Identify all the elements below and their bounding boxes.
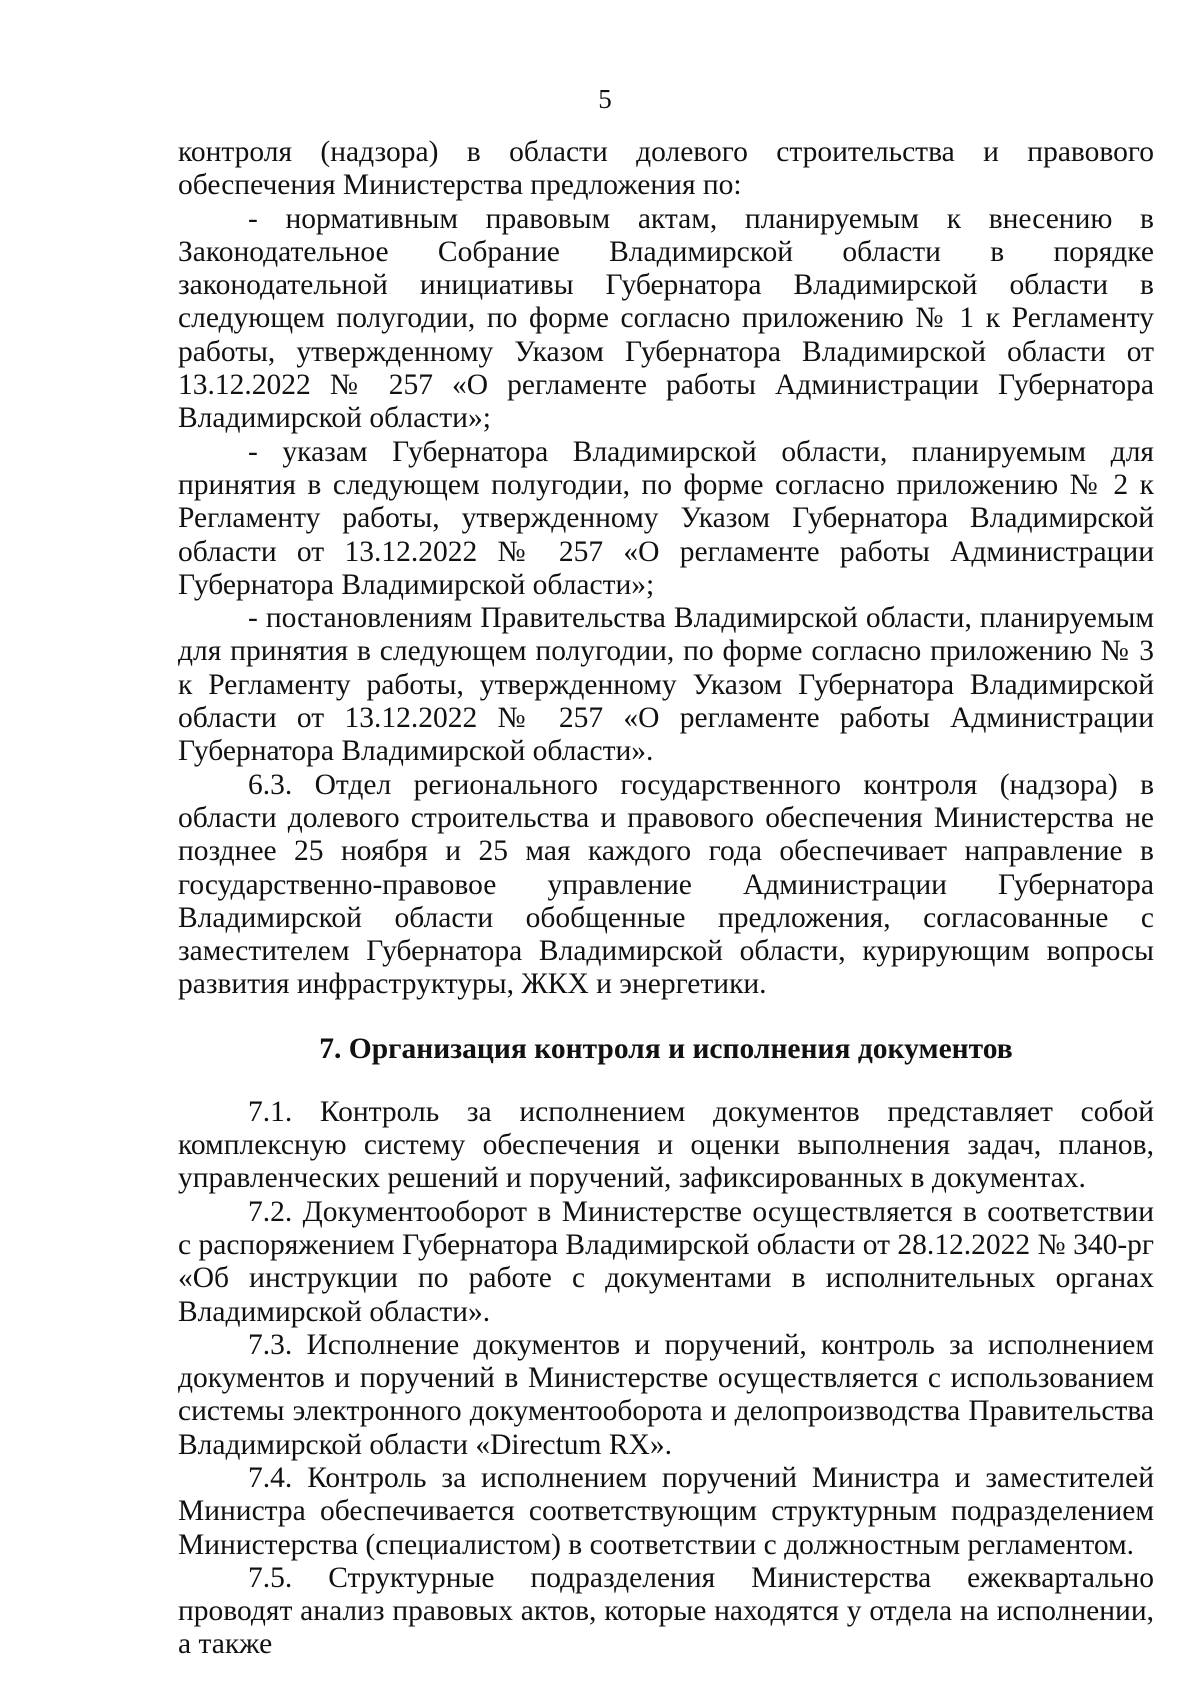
list-item-government-resolutions: - постановлениям Правительства Владимирской области, планируемым для принятия в следующем полугодии, по форме согласно приложению № 3 к Регламенту работы, утвержденному Указом Губернатора Владимирской области от 13.12.2022 № 257 «О регламенте работы Администрации Губернатора Владимирской области».: [178, 602, 1154, 768]
paragraph-6-3: 6.3. Отдел регионального государственного контроля (надзора) в области долевого строительства и правового обеспечения Министерства не позднее 25 ноября и 25 мая каждого года обеспечивает направление в государственно-правовое управление Администрации Губернатора Владимирской области обобщенные предложения, согласованные с заместителем Губернатора Владимирской области, курирующим вопросы развития инфраструктуры, ЖКХ и энергетики.: [178, 768, 1154, 1001]
list-item-normative-acts: - нормативным правовым актам, планируемым к внесению в Законодательное Собрание Владимирской области в порядке законодательной инициативы Губернатора Владимирской области в следующем полугодии, по форме согласно приложению № 1 к Регламенту работы, утвержденному Указом Губернатора Владимирской области от 13.12.2022 № 257 «О регламенте работы Администрации Губернатора Владимирской области»;: [178, 202, 1154, 435]
paragraph-7-4: 7.4. Контроль за исполнением поручений Министра и заместителей Министра обеспечивается соответствующим структурным подразделением Министерства (специалистом) в соответствии с должностным регламентом.: [178, 1461, 1154, 1561]
paragraph-7-3: 7.3. Исполнение документов и поручений, контроль за исполнением документов и поручений в Министерстве осуществляется с использованием системы электронного документооборота и делопроизводства Правительства Владимирской области «Directum RX».: [178, 1328, 1154, 1461]
paragraph-7-5: 7.5. Структурные подразделения Министерства ежеквартально проводят анализ правовых актов, которые находятся у отдела на исполнении, а также: [178, 1561, 1154, 1661]
document-body: [178, 136, 1154, 1662]
paragraph-7-1: 7.1. Контроль за исполнением документов представляет собой комплексную систему обеспечения и оценки выполнения задач, планов, управленческих решений и поручений, зафиксированных в документах.: [178, 1095, 1154, 1195]
paragraph-continuation: контроля (надзора) в области долевого строительства и правового обеспечения Министерства предложения по:: [178, 136, 1154, 202]
list-item-governor-decrees: - указам Губернатора Владимирской области, планируемым для принятия в следующем полугодии, по форме согласно приложению № 2 к Регламенту работы, утвержденному Указом Губернатора Владимирской области от 13.12.2022 № 257 «О регламенте работы Администрации Губернатора Владимирской области»;: [178, 435, 1154, 601]
paragraph-7-2: 7.2. Документооборот в Министерстве осуществляется в соответствии с распоряжением Губернатора Владимирской области от 28.12.2022 № 340-рг «Об инструкции по работе с документами в исполнительных органах Владимирской области».: [178, 1195, 1154, 1328]
page-number: 5: [598, 84, 612, 114]
section-heading: 7. Организация контроля и исполнения документов: [319, 1032, 1013, 1065]
